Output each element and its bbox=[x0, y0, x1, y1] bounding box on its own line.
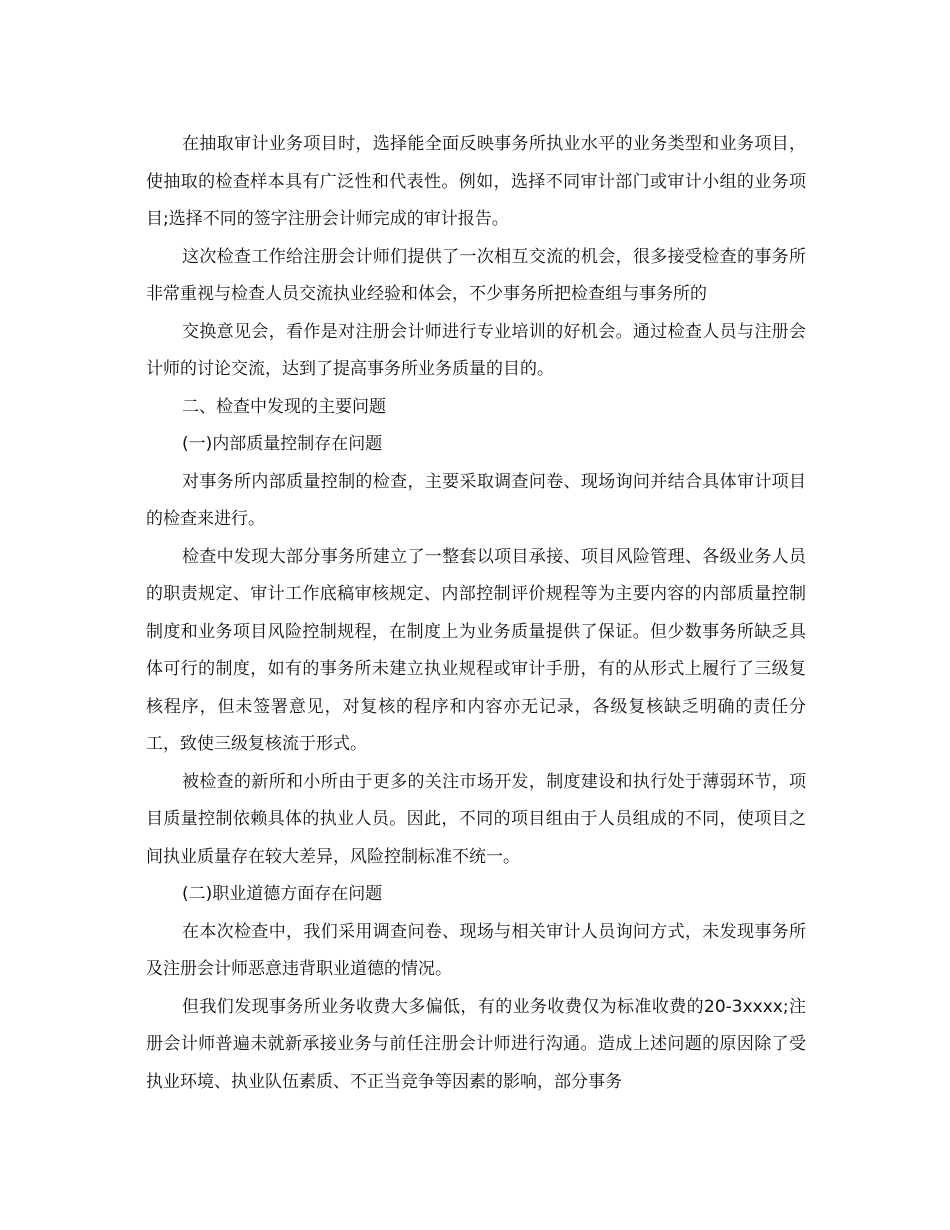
section-heading-main-problems: 二、检查中发现的主要问题 bbox=[182, 396, 386, 417]
paragraph-ethics-survey: 在本次检查中，我们采用调查问卷、现场与相关审计人员询问方式，未发现事务所及注册会计师恶意违背职业道德的情况。 bbox=[146, 921, 806, 979]
document-body bbox=[146, 126, 806, 1101]
paragraph-fee-findings: 但我们发现事务所业务收费大多偏低，有的业务收费仅为标准收费的20-3xxxx;注册会计师普遍未就新承接业务与前任注册会计师进行沟通。造成上述问题的原因除了受执业环境、执业队伍素质、不正当竞争等因素的影响，部分事务 bbox=[146, 996, 806, 1092]
paragraph-internal-quality-findings: 检查中发现大部分事务所建立了一整套以项目承接、项目风险管理、各级业务人员的职责规定、审计工作底稿审核规定、内部控制评价规程等为主要内容的内部质量控制制度和业务项目风险控制规程，在制度上为业务质量提供了保证。但少数事务所缺乏具体可行的制度，如有的事务所未建立执业规程或审计手册，有的从形式上履行了三级复核程序，但未签署意见，对复核的程序和内容亦无记录，各级复核缺乏明确的责任分工，致使三级复核流于形式。 bbox=[146, 546, 806, 754]
paragraph-audit-sampling: 在抽取审计业务项目时，选择能全面反映事务所执业水平的业务类型和业务项目，使抽取的检查样本具有广泛性和代表性。例如，选择不同审计部门或审计小组的业务项目;选择不同的签字注册会计师完成的审计报告。 bbox=[146, 134, 806, 229]
subsection-heading-internal-quality: (一)内部质量控制存在问题 bbox=[182, 434, 383, 454]
subsection-heading-professional-ethics: (二)职业道德方面存在问题 bbox=[182, 884, 383, 904]
paragraph-exchange-opportunity: 这次检查工作给注册会计师们提供了一次相互交流的机会，很多接受检查的事务所非常重视与检查人员交流执业经验和体会，不少事务所把检查组与事务所的 bbox=[146, 246, 806, 304]
paragraph-new-small-firms: 被检查的新所和小所由于更多的关注市场开发，制度建设和执行处于薄弱环节，项目质量控制依赖具体的执业人员。因此，不同的项目组由于人员组成的不同，使项目之间执业质量存在较大差异，风险控制标准不统一。 bbox=[146, 771, 806, 867]
paragraph-exchange-meeting: 交换意见会，看作是对注册会计师进行专业培训的好机会。通过检查人员与注册会计师的讨论交流，达到了提高事务所业务质量的目的。 bbox=[146, 321, 806, 379]
paragraph-internal-quality-method: 对事务所内部质量控制的检查，主要采取调查问卷、现场询问并结合具体审计项目的检查来进行。 bbox=[146, 471, 806, 529]
